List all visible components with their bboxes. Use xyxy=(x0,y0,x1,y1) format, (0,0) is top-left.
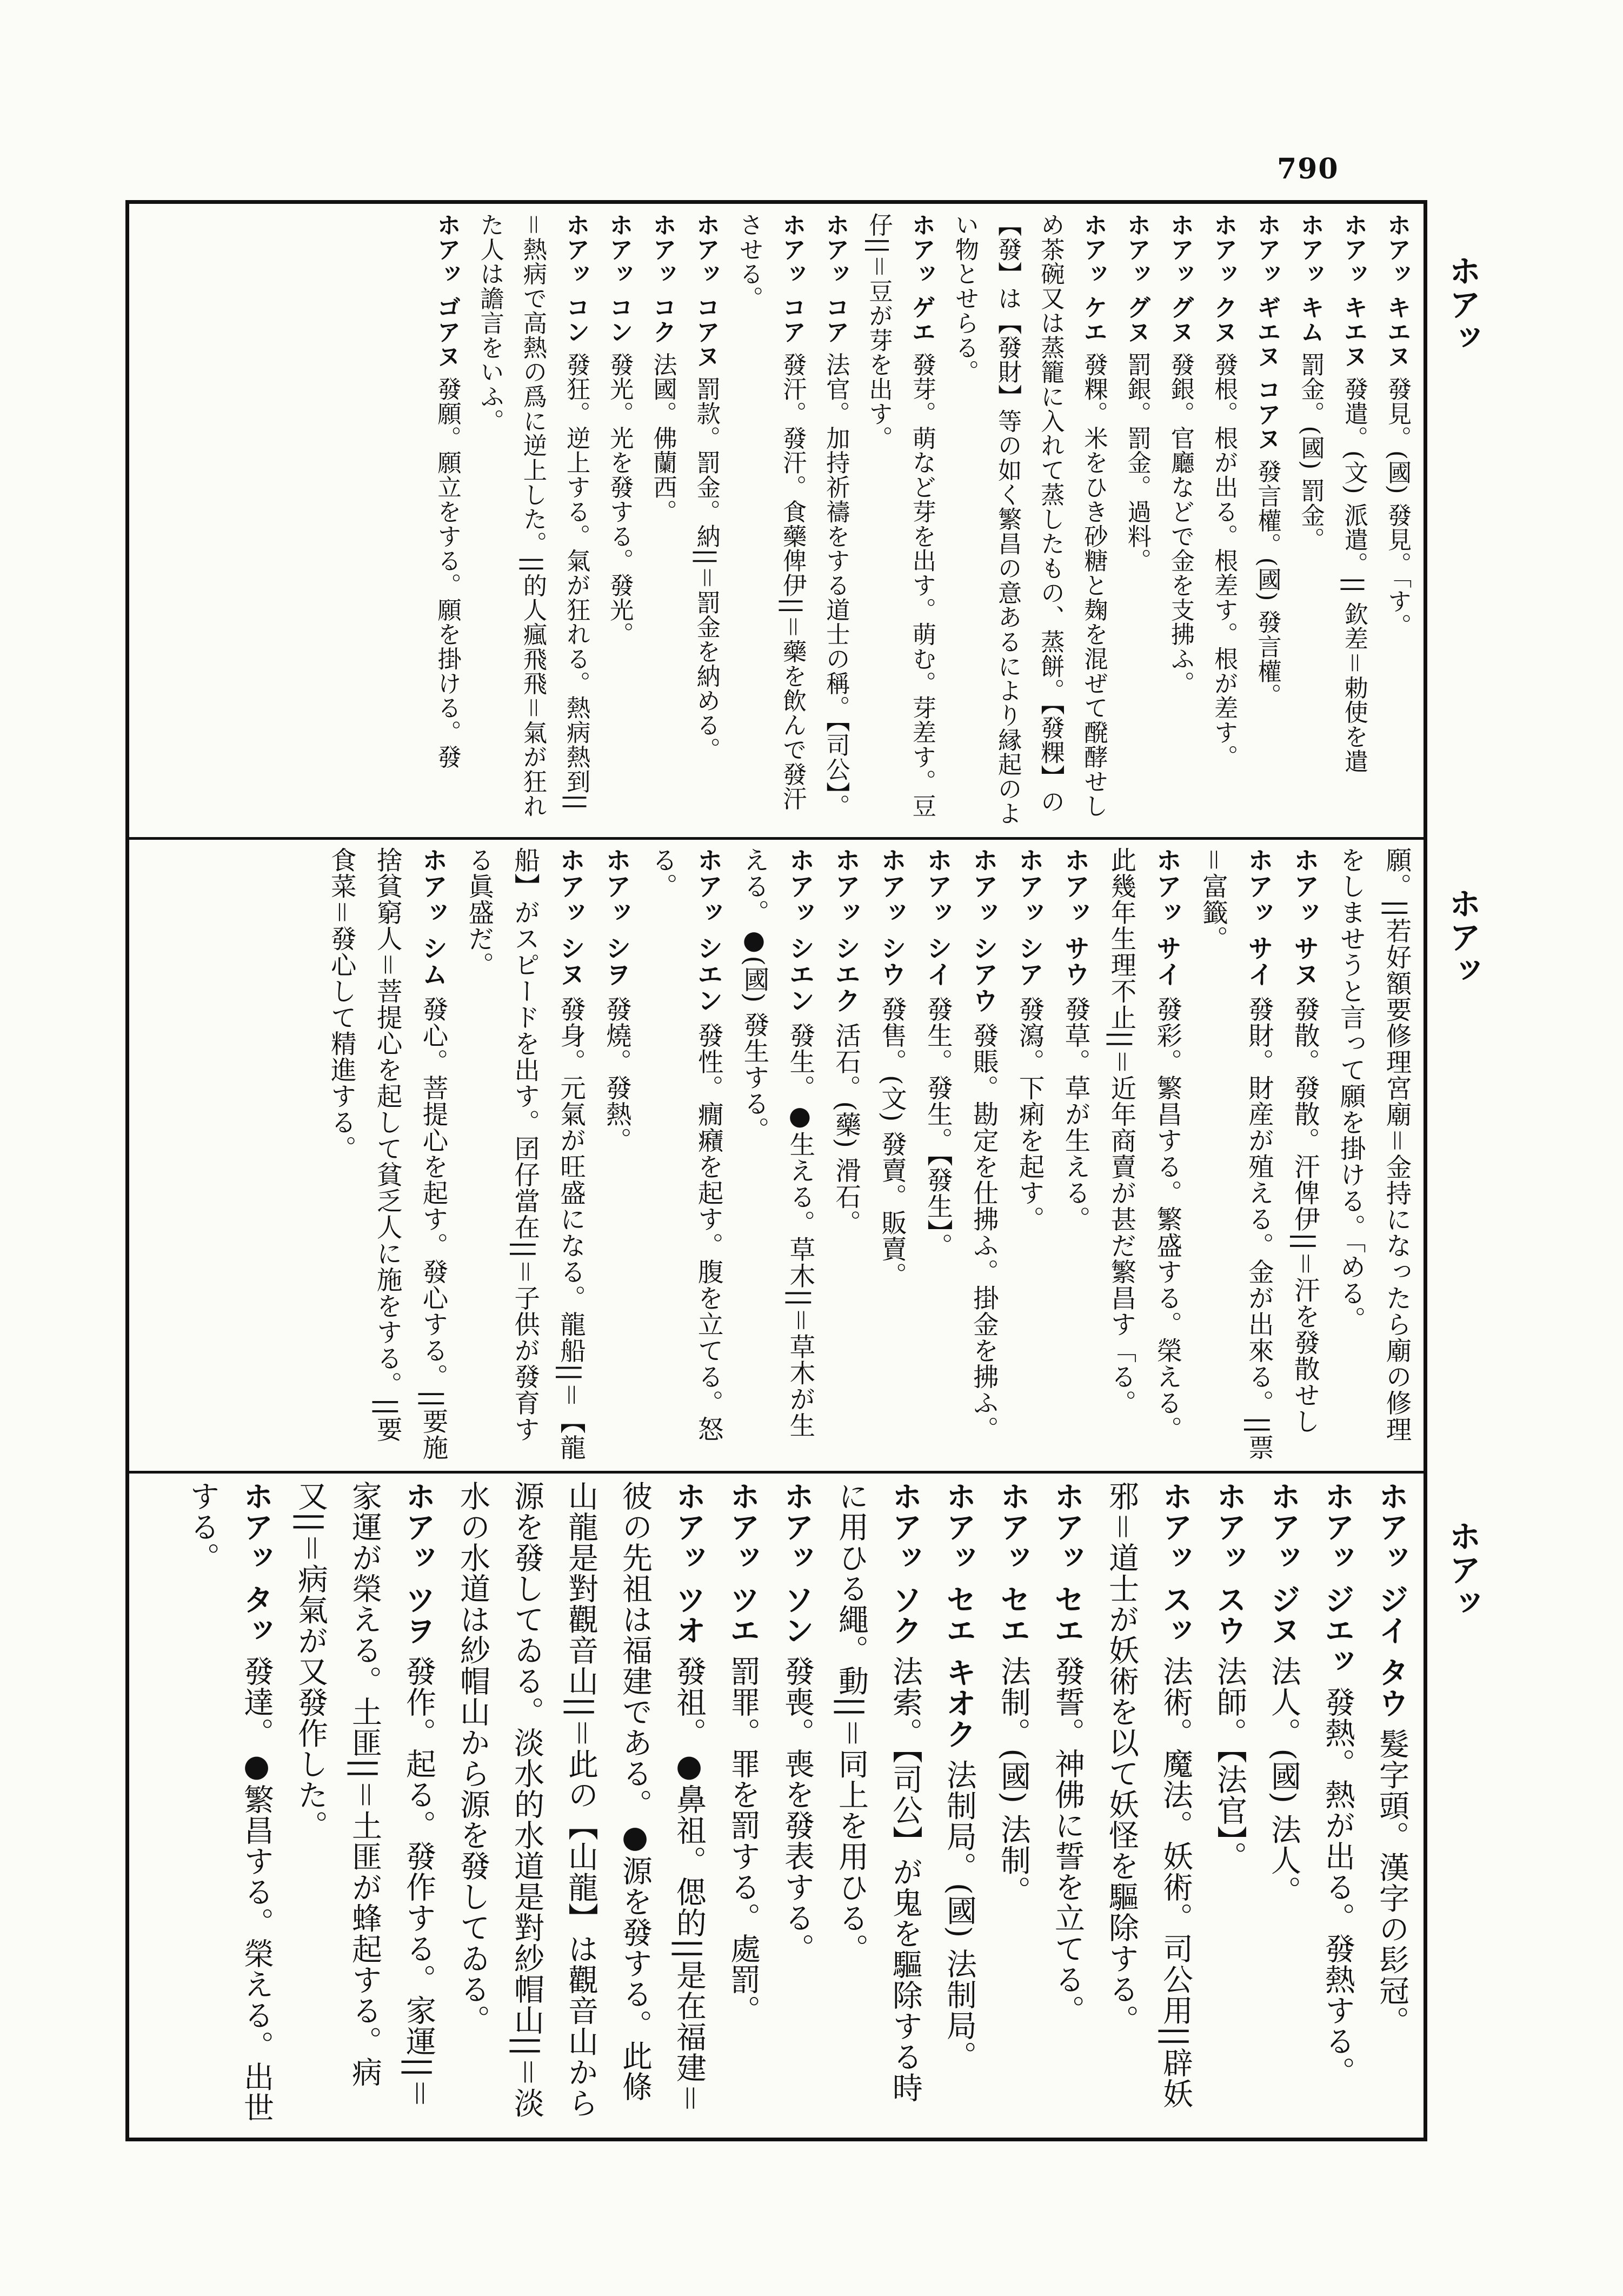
dictionary-band-middle xyxy=(134,842,1419,1467)
dictionary-entry xyxy=(716,1476,770,2135)
entry-definition: 法人。(國) 法人。 xyxy=(1266,1656,1301,1907)
entry-definition: 發汗。發汗。食藥俾伊||＝藥を飲んで發汗させる。 xyxy=(735,213,807,811)
entry-headword: ホアッ ゴアヌ xyxy=(433,213,461,369)
entry-headword: ホアッ ジエッ xyxy=(1320,1481,1355,1677)
dictionary-entry xyxy=(1115,208,1159,833)
entry-definition: 發根。根が出る。根差す。根が差す。 xyxy=(1210,352,1238,769)
entry-headword: ホアッ セエ xyxy=(995,1481,1031,1646)
entry-definition: 發心。菩提心を起す。發心する。||要施捨貧窮人＝菩提心を起して貧乏人に施をする。||要食菜＝發心して精進する。 xyxy=(326,847,448,1461)
dictionary-entry xyxy=(317,842,455,1467)
entry-list xyxy=(134,842,1419,1467)
entry-definition: 罰銀。罰金。過料。 xyxy=(1123,352,1151,573)
entry-definition: 發達。●繁昌する。榮える。出世する。 xyxy=(185,1481,274,2124)
entry-definition: 法索。【司公】が鬼を驅除する時に用ひる繩。動||＝同上を用ひる。 xyxy=(834,1481,923,2103)
entry-headword: ホアッ キエヌ xyxy=(1339,213,1368,369)
entry-definition: 發粿。米をひき砂糖と麹を混ぜて醗酵せしめ茶碗又は蒸籠に入れて蒸したもの、蒸餅。【發粿】の【發】は【發財】等の如く繁昌の意あるにより縁起のよい物とせらる。 xyxy=(950,213,1108,826)
entry-headword: ホアッ シエン xyxy=(693,847,723,1014)
dictionary-entry xyxy=(1365,1476,1419,2135)
thumb-index-2: ホアッ xyxy=(1444,887,1481,987)
entry-definition: 法師。【法官】。 xyxy=(1212,1656,1247,1873)
entry-headword: ホアッ シエン xyxy=(784,847,815,1014)
entry-headword: ホアッ セエ xyxy=(1049,1481,1085,1646)
entry-definition: 發芽。萌など芽を出す。萌む。芽差す。豆仔||＝豆が芽を出す。 xyxy=(864,213,936,818)
entry-definition: 發願。願立をする。願を掛ける。發 xyxy=(433,376,461,769)
dictionary-band-top xyxy=(134,208,1419,833)
entry-headword: ホアッ コア xyxy=(821,213,850,344)
entry-headword: ホアッ ジヌ xyxy=(1266,1481,1301,1646)
dictionary-entry xyxy=(1040,1476,1094,2135)
entry-headword: ホアッ クヌ xyxy=(1209,213,1238,344)
dictionary-entry xyxy=(1159,208,1202,833)
entry-definition: 發喪。喪を發表する。 xyxy=(780,1656,815,1965)
band-divider-1 xyxy=(125,837,1427,840)
page-number: 790 xyxy=(1277,152,1339,185)
entry-headword: ホアッ スウ xyxy=(1212,1481,1247,1646)
entry-headword: ホアッ コア xyxy=(778,213,807,344)
entry-headword: ホアッ シヌ xyxy=(555,847,586,988)
entry-headword: ホアッ ツエ xyxy=(725,1481,761,1646)
entry-definition: 願。||若好額要修理宮廟＝金持になったら廟の修理をしませうと言って願を掛ける。「める。 xyxy=(1335,847,1411,1443)
entry-definition: 發身。元氣が旺盛になる。龍船||＝【龍船】がスピードを出す。囝仔當在||＝子供が發育する眞盛だ。 xyxy=(463,847,586,1461)
dictionary-entry xyxy=(914,842,960,1467)
dictionary-entry xyxy=(943,208,1115,833)
dictionary-entry xyxy=(469,208,598,833)
dictionary-entry xyxy=(1094,1476,1202,2135)
entry-definition: 發散。發散。汗俾伊||＝汗を發散せし xyxy=(1289,996,1320,1435)
entry-definition: 髮字頭。漢字の髟冠。 xyxy=(1374,1728,1409,2037)
entry-definition: 法制局。(國) 法制局。 xyxy=(942,1759,977,2072)
entry-headword: ホアッ キム xyxy=(1296,213,1325,344)
dictionary-entry xyxy=(770,1476,824,2135)
dictionary-entry xyxy=(641,208,684,833)
entry-definition: 發光。光を發する。發光。 xyxy=(606,352,634,647)
thumb-index-1: ホアッ xyxy=(1444,254,1481,355)
entry-definition: 發燒。發熱。 xyxy=(601,996,631,1154)
entry-definition: 發財。財産が殖える。金が出來る。||票＝富籤。 xyxy=(1198,847,1274,1461)
entry-headword: ホアッ サイ xyxy=(1151,847,1182,988)
dictionary-entry xyxy=(960,842,1006,1467)
entry-headword: ホアッ サウ xyxy=(1059,847,1090,988)
dictionary-band-bottom xyxy=(134,1476,1419,2135)
dictionary-entry xyxy=(455,842,593,1467)
entry-headword: ホアッ シア xyxy=(1014,847,1045,988)
dictionary-entry xyxy=(1256,1476,1311,2135)
entry-headword: ホアッ シム xyxy=(417,847,448,988)
entry-headword: ホアッ セエ キオク xyxy=(941,1481,977,1749)
entry-definition: 發誓。神佛に誓を立てる。 xyxy=(1050,1656,1085,2026)
dictionary-entry xyxy=(1327,842,1419,1467)
entry-headword: ホアッ シヲ xyxy=(601,847,631,988)
entry-definition: 發言權。(國) 發言權。 xyxy=(1253,459,1281,708)
entry-definition: 發彩。繁昌する。繁盛する。榮える。此幾年生理不止||＝近年商賣が甚だ繁昌す「る。 xyxy=(1106,847,1182,1443)
entry-headword: ホアッ コン xyxy=(562,213,590,344)
dictionary-entry xyxy=(445,1476,716,2135)
entry-definition: 發見。(國) 發見。「す。 xyxy=(1383,376,1411,638)
entry-definition: 法制。(國) 法制。 xyxy=(996,1656,1031,1907)
entry-headword: ホアッ ケエ xyxy=(1079,213,1108,344)
entry-definition: 發瀉。下痢を起す。 xyxy=(1014,996,1045,1232)
dictionary-entry xyxy=(986,1476,1040,2135)
entry-headword: ホアッ ツオ xyxy=(671,1481,707,1646)
dictionary-entry xyxy=(1375,208,1419,833)
entry-headword: ホアッ グヌ xyxy=(1166,213,1194,344)
entry-headword: ホアッ サヌ xyxy=(1289,847,1320,988)
band-divider-2 xyxy=(125,1471,1427,1474)
dictionary-entry xyxy=(283,1476,445,2135)
entry-definition: 發草。草が生える。 xyxy=(1060,996,1090,1232)
dictionary-entry xyxy=(932,1476,986,2135)
entry-headword: ホアッ タッ xyxy=(238,1481,274,1646)
entry-definition: 罰罪。罪を罰する。處罰。 xyxy=(726,1656,761,2026)
entry-list xyxy=(134,1476,1419,2135)
entry-definition: 發作。起る。發作する。家運||＝家運が榮える。土匪||＝土匪が蜂起する。病又||＝病氣が又發作した。 xyxy=(293,1481,436,2109)
entry-definition: 發祖。●鼻祖。偲的||是在福建＝彼の先祖は福建である。●源を發する。此條山龍是對觀音山||＝此の【山龍】は觀音山から源を發してゐる。淡水的水道是對紗帽山||＝淡水の水道は紗帽山から源を發してゐる。 xyxy=(455,1481,707,2119)
dictionary-entry xyxy=(1288,208,1332,833)
entry-definition: 罰金。(國) 罰金。 xyxy=(1296,352,1325,552)
entry-headword: ホアッ シイ xyxy=(922,847,953,988)
dictionary-entry xyxy=(814,208,857,833)
entry-headword: ホアッ シアウ xyxy=(968,847,999,1014)
entry-headword: ホアッ シウ xyxy=(876,847,907,988)
dictionary-entry xyxy=(1202,208,1245,833)
dictionary-entry xyxy=(728,208,814,833)
dictionary-entry xyxy=(1189,842,1281,1467)
thumb-index-3: ホアッ xyxy=(1444,1519,1481,1620)
entry-headword: ホアッ シエク xyxy=(830,847,861,1014)
entry-list xyxy=(134,208,1419,833)
entry-headword: ホアッ グヌ xyxy=(1122,213,1151,344)
entry-definition: 罰款。罰金。納||＝罰金を納める。 xyxy=(692,376,720,762)
entry-definition: 活石。(藥) 滑石。 xyxy=(830,1022,861,1236)
dictionary-entry xyxy=(730,842,822,1467)
dictionary-entry xyxy=(868,842,914,1467)
entry-definition: 發狂。逆上する。氣が狂れる。熱病熱到||＝熱病で高熱の爲に逆上した。||的人瘋飛飛＝氣が狂れた人は譫言をいふ。 xyxy=(476,213,590,819)
entry-definition: 發銀。官廳などで金を支拂ふ。 xyxy=(1166,352,1194,696)
entry-definition: 法官。加持祈禱をする道士の稱。【司公】。 xyxy=(822,352,850,819)
dictionary-entry xyxy=(1097,842,1189,1467)
entry-headword: ホアッ コン xyxy=(605,213,634,344)
entry-headword: ホアッ スッ xyxy=(1158,1481,1193,1646)
entry-definition: 發性。癇癪を起す。腹を立てる。怒る。 xyxy=(647,847,723,1443)
entry-definition: 發生。發生。【發生】。 xyxy=(922,996,953,1259)
entry-definition: 發賬。勘定を仕拂ふ。掛金を拂ふ。 xyxy=(968,1022,999,1443)
entry-definition: 發生。●生える。草木||＝草木が生える。●(國) 發生する。 xyxy=(739,847,815,1439)
dictionary-entry xyxy=(597,208,641,833)
entry-headword: ホアッ ギエヌ コアヌ xyxy=(1253,213,1281,452)
dictionary-entry xyxy=(1052,842,1097,1467)
dictionary-entry xyxy=(684,208,728,833)
dictionary-entry xyxy=(1281,842,1327,1467)
dictionary-entry xyxy=(857,208,943,833)
dictionary-entry xyxy=(638,842,730,1467)
entry-definition: 發遣。(文) 派遣。|| 欽差＝勅使を遣 xyxy=(1340,376,1368,774)
entry-headword: ホアッ キエヌ xyxy=(1383,213,1411,369)
entry-headword: ホアッ コク xyxy=(648,213,677,344)
entry-definition: 發熱。熱が出る。發熱する。 xyxy=(1320,1687,1355,2088)
entry-headword: ホアッ コアヌ xyxy=(691,213,720,369)
entry-headword: ホアッ サイ xyxy=(1243,847,1274,988)
dictionary-entry xyxy=(175,1476,283,2135)
dictionary-entry xyxy=(1311,1476,1365,2135)
dictionary-entry xyxy=(824,1476,932,2135)
dictionary-entry xyxy=(425,208,468,833)
dictionary-entry xyxy=(822,842,868,1467)
entry-definition: 法術。魔法。妖術。司公用||辟妖邪＝道士が妖術を以て妖怪を驅除する。 xyxy=(1104,1481,1193,2109)
entry-headword: ホアッ ソク xyxy=(887,1481,923,1646)
entry-headword: ホアッ ツヲ xyxy=(401,1481,436,1646)
dictionary-entry xyxy=(1245,208,1288,833)
entry-definition: 法國。佛蘭西。 xyxy=(649,352,677,524)
dictionary-entry xyxy=(593,842,639,1467)
dictionary-entry xyxy=(1202,1476,1256,2135)
dictionary-entry xyxy=(1332,208,1375,833)
entry-headword: ホアッ ジイ タウ xyxy=(1374,1481,1409,1718)
entry-headword: ホアッ ソン xyxy=(779,1481,815,1646)
entry-headword: ホアッ ゲエ xyxy=(907,213,936,344)
dictionary-entry xyxy=(1006,842,1052,1467)
entry-definition: 發售。(文) 發賣。販賣。 xyxy=(876,996,907,1289)
